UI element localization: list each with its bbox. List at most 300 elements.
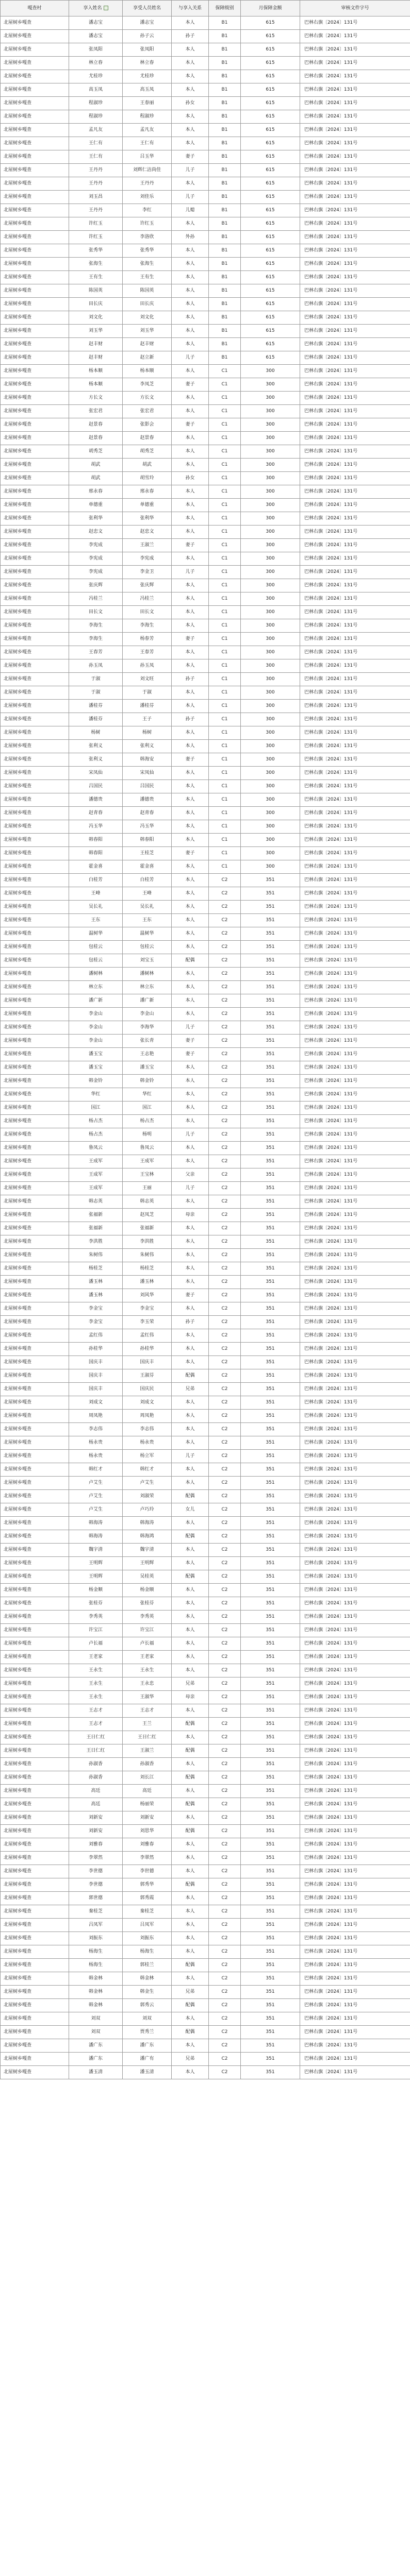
cell-amount[interactable]: 351	[241, 1664, 300, 1677]
cell-head-name[interactable]: 王丹丹	[69, 204, 123, 217]
cell-amount[interactable]: 351	[241, 1919, 300, 1932]
cell-relation[interactable]: 本人	[172, 941, 209, 954]
cell-level[interactable]: C2	[209, 2012, 241, 2026]
cell-village[interactable]: 北屋树乡嘎查	[1, 284, 69, 298]
cell-village[interactable]: 北屋树乡嘎查	[1, 1195, 69, 1209]
cell-head-name[interactable]: 胡武	[69, 459, 123, 472]
cell-amount[interactable]: 351	[241, 1517, 300, 1530]
cell-file-no[interactable]: 巴林右旗〔2024〕131号	[300, 1718, 410, 1731]
cell-head-name[interactable]: 杨占杰	[69, 1115, 123, 1128]
cell-file-no[interactable]: 巴林右旗〔2024〕131号	[300, 1249, 410, 1262]
cell-level[interactable]: B1	[209, 191, 241, 204]
cell-relation[interactable]: 妻子	[172, 418, 209, 432]
cell-amount[interactable]: 300	[241, 646, 300, 659]
cell-relation[interactable]: 本人	[172, 2039, 209, 2053]
cell-village[interactable]: 北屋树乡嘎查	[1, 1356, 69, 1369]
cell-amount[interactable]: 615	[241, 271, 300, 284]
cell-village[interactable]: 北屋树乡嘎查	[1, 2039, 69, 2053]
cell-level[interactable]: C2	[209, 1410, 241, 1423]
cell-level[interactable]: C2	[209, 1905, 241, 1919]
cell-relation[interactable]: 本人	[172, 700, 209, 713]
cell-amount[interactable]: 300	[241, 619, 300, 633]
cell-amount[interactable]: 300	[241, 445, 300, 459]
cell-relation[interactable]: 本人	[172, 459, 209, 472]
cell-file-no[interactable]: 巴林右旗〔2024〕131号	[300, 1838, 410, 1852]
cell-level[interactable]: C2	[209, 1785, 241, 1798]
cell-level[interactable]: C2	[209, 2039, 241, 2053]
cell-beneficiary[interactable]: 王志才	[123, 1704, 172, 1718]
cell-level[interactable]: C2	[209, 1718, 241, 1731]
cell-level[interactable]: C2	[209, 1182, 241, 1195]
cell-file-no[interactable]: 巴林右旗〔2024〕131号	[300, 847, 410, 860]
cell-amount[interactable]: 351	[241, 1798, 300, 1811]
cell-level[interactable]: C2	[209, 1731, 241, 1744]
cell-amount[interactable]: 351	[241, 1021, 300, 1035]
cell-amount[interactable]: 300	[241, 820, 300, 834]
cell-head-name[interactable]: 潘广东	[69, 2039, 123, 2053]
cell-relation[interactable]: 本人	[172, 1155, 209, 1168]
cell-village[interactable]: 北屋树乡嘎查	[1, 418, 69, 432]
cell-head-name[interactable]: 王老家	[69, 1651, 123, 1664]
cell-file-no[interactable]: 巴林右旗〔2024〕131号	[300, 713, 410, 726]
cell-village[interactable]: 北屋树乡嘎查	[1, 258, 69, 271]
cell-amount[interactable]: 351	[241, 1410, 300, 1423]
cell-level[interactable]: B1	[209, 258, 241, 271]
cell-head-name[interactable]: 胡武	[69, 472, 123, 485]
cell-relation[interactable]: 本人	[172, 1584, 209, 1597]
cell-file-no[interactable]: 巴林右旗〔2024〕131号	[300, 1878, 410, 1892]
cell-head-name[interactable]: 杨本顺	[69, 378, 123, 392]
cell-amount[interactable]: 300	[241, 552, 300, 566]
cell-amount[interactable]: 351	[241, 954, 300, 968]
cell-level[interactable]: C2	[209, 1155, 241, 1168]
cell-relation[interactable]: 本人	[172, 994, 209, 1008]
cell-head-name[interactable]: 杨桂芝	[69, 1262, 123, 1276]
cell-beneficiary[interactable]: 李玉荣	[123, 1316, 172, 1329]
cell-amount[interactable]: 615	[241, 83, 300, 97]
cell-beneficiary[interactable]: 潘玉宝	[123, 1061, 172, 1075]
cell-village[interactable]: 北屋树乡嘎查	[1, 392, 69, 405]
cell-level[interactable]: C2	[209, 1329, 241, 1343]
cell-village[interactable]: 北屋树乡嘎查	[1, 271, 69, 284]
cell-file-no[interactable]: 巴林右旗〔2024〕131号	[300, 927, 410, 941]
cell-head-name[interactable]: 方长文	[69, 392, 123, 405]
cell-relation[interactable]: 本人	[172, 659, 209, 673]
cell-file-no[interactable]: 巴林右旗〔2024〕131号	[300, 1584, 410, 1597]
cell-level[interactable]: C1	[209, 539, 241, 552]
cell-beneficiary[interactable]: 张影会	[123, 418, 172, 432]
cell-village[interactable]: 北屋树乡嘎查	[1, 901, 69, 914]
cell-head-name[interactable]: 李金山	[69, 1021, 123, 1035]
cell-level[interactable]: C1	[209, 499, 241, 512]
cell-level[interactable]: C1	[209, 646, 241, 659]
cell-file-no[interactable]: 巴林右旗〔2024〕131号	[300, 124, 410, 137]
cell-amount[interactable]: 300	[241, 418, 300, 432]
cell-head-name[interactable]: 孟凡友	[69, 124, 123, 137]
cell-village[interactable]: 北屋树乡嘎查	[1, 1517, 69, 1530]
cell-amount[interactable]: 351	[241, 1008, 300, 1021]
cell-level[interactable]: C1	[209, 445, 241, 459]
cell-relation[interactable]: 本人	[172, 1852, 209, 1865]
cell-level[interactable]: C2	[209, 1061, 241, 1075]
cell-village[interactable]: 北屋树乡嘎查	[1, 1410, 69, 1423]
cell-head-name[interactable]: 王成军	[69, 1182, 123, 1195]
cell-relation[interactable]: 妻子	[172, 753, 209, 767]
cell-beneficiary[interactable]: 李海生	[123, 619, 172, 633]
cell-file-no[interactable]: 巴林右旗〔2024〕131号	[300, 150, 410, 164]
cell-head-name[interactable]: 冯桂兰	[69, 592, 123, 606]
cell-file-no[interactable]: 巴林右旗〔2024〕131号	[300, 1356, 410, 1369]
cell-head-name[interactable]: 秦桂芝	[69, 1905, 123, 1919]
cell-file-no[interactable]: 巴林右旗〔2024〕131号	[300, 499, 410, 512]
cell-head-name[interactable]: 刘雅春	[69, 1838, 123, 1852]
cell-amount[interactable]: 300	[241, 378, 300, 392]
cell-level[interactable]: C2	[209, 1892, 241, 1905]
cell-relation[interactable]: 本人	[172, 2066, 209, 2079]
cell-village[interactable]: 北屋树乡嘎查	[1, 1771, 69, 1785]
cell-village[interactable]: 北屋树乡嘎查	[1, 485, 69, 499]
cell-beneficiary[interactable]: 赵青春	[123, 807, 172, 820]
cell-amount[interactable]: 351	[241, 1115, 300, 1128]
cell-amount[interactable]: 351	[241, 2066, 300, 2079]
cell-village[interactable]: 北屋树乡嘎查	[1, 1182, 69, 1195]
cell-beneficiary[interactable]: 王永生	[123, 1664, 172, 1677]
cell-village[interactable]: 北屋树乡嘎查	[1, 552, 69, 566]
cell-village[interactable]: 北屋树乡嘎查	[1, 311, 69, 325]
cell-beneficiary[interactable]: 韩海涛	[123, 1517, 172, 1530]
cell-beneficiary[interactable]: 张海生	[123, 258, 172, 271]
cell-amount[interactable]: 351	[241, 1584, 300, 1597]
cell-village[interactable]: 北屋树乡嘎查	[1, 1691, 69, 1704]
cell-head-name[interactable]: 张利义	[69, 753, 123, 767]
cell-head-name[interactable]: 王永生	[69, 1664, 123, 1677]
cell-level[interactable]: C2	[209, 994, 241, 1008]
cell-relation[interactable]: 母亲	[172, 1209, 209, 1222]
cell-relation[interactable]: 儿子	[172, 191, 209, 204]
cell-head-name[interactable]: 孟红伟	[69, 1329, 123, 1343]
cell-amount[interactable]: 615	[241, 150, 300, 164]
cell-amount[interactable]: 351	[241, 941, 300, 954]
cell-relation[interactable]: 本人	[172, 258, 209, 271]
cell-beneficiary[interactable]: 张凤阳	[123, 43, 172, 57]
cell-village[interactable]: 北屋树乡嘎查	[1, 378, 69, 392]
cell-amount[interactable]: 300	[241, 485, 300, 499]
cell-head-name[interactable]: 李秀英	[69, 1611, 123, 1624]
cell-level[interactable]: C2	[209, 1637, 241, 1651]
cell-village[interactable]: 北屋树乡嘎查	[1, 365, 69, 378]
cell-head-name[interactable]: 王明辉	[69, 1557, 123, 1570]
cell-beneficiary[interactable]: 郭秀霞	[123, 1892, 172, 1905]
cell-amount[interactable]: 351	[241, 1088, 300, 1101]
cell-village[interactable]: 北屋树乡嘎查	[1, 860, 69, 874]
cell-beneficiary[interactable]: 王子	[123, 713, 172, 726]
cell-level[interactable]: C1	[209, 860, 241, 874]
cell-file-no[interactable]: 巴林右旗〔2024〕131号	[300, 1075, 410, 1088]
cell-beneficiary[interactable]: 刘长江	[123, 1771, 172, 1785]
cell-beneficiary[interactable]: 李金卫	[123, 566, 172, 579]
cell-head-name[interactable]: 韩金林	[69, 1972, 123, 1986]
cell-file-no[interactable]: 巴林右旗〔2024〕131号	[300, 284, 410, 298]
cell-level[interactable]: C2	[209, 1477, 241, 1490]
cell-beneficiary[interactable]: 刘佳乐	[123, 191, 172, 204]
cell-village[interactable]: 北屋树乡嘎查	[1, 217, 69, 231]
cell-village[interactable]: 北屋树乡嘎查	[1, 1209, 69, 1222]
cell-village[interactable]: 北屋树乡嘎查	[1, 1557, 69, 1570]
cell-beneficiary[interactable]: 方长文	[123, 392, 172, 405]
cell-amount[interactable]: 300	[241, 592, 300, 606]
cell-head-name[interactable]: 许红玉	[69, 231, 123, 244]
cell-head-name[interactable]: 卢长福	[69, 1637, 123, 1651]
cell-village[interactable]: 北屋树乡嘎查	[1, 1597, 69, 1611]
cell-level[interactable]: B1	[209, 351, 241, 365]
cell-level[interactable]: C1	[209, 673, 241, 686]
cell-level[interactable]: C2	[209, 1597, 241, 1611]
cell-beneficiary[interactable]: 包桂云	[123, 941, 172, 954]
cell-village[interactable]: 北屋树乡嘎查	[1, 1664, 69, 1677]
cell-file-no[interactable]: 巴林右旗〔2024〕131号	[300, 338, 410, 351]
cell-village[interactable]: 北屋树乡嘎查	[1, 941, 69, 954]
cell-level[interactable]: C1	[209, 472, 241, 485]
cell-beneficiary[interactable]: 韩红才	[123, 1463, 172, 1477]
cell-head-name[interactable]: 孙玉凤	[69, 659, 123, 673]
cell-village[interactable]: 北屋树乡嘎查	[1, 1530, 69, 1544]
cell-head-name[interactable]: 杨永贵	[69, 1450, 123, 1463]
cell-relation[interactable]: 本人	[172, 1517, 209, 1530]
cell-level[interactable]: B1	[209, 217, 241, 231]
cell-relation[interactable]: 本人	[172, 1651, 209, 1664]
cell-file-no[interactable]: 巴林右旗〔2024〕131号	[300, 70, 410, 83]
cell-village[interactable]: 北屋树乡嘎查	[1, 767, 69, 780]
cell-amount[interactable]: 300	[241, 780, 300, 793]
cell-village[interactable]: 北屋树乡嘎查	[1, 646, 69, 659]
cell-head-name[interactable]: 郭世德	[69, 1892, 123, 1905]
cell-relation[interactable]: 本人	[172, 1235, 209, 1249]
cell-level[interactable]: C2	[209, 1651, 241, 1664]
cell-amount[interactable]: 351	[241, 1061, 300, 1075]
cell-level[interactable]: C2	[209, 1490, 241, 1503]
cell-amount[interactable]: 351	[241, 1209, 300, 1222]
cell-head-name[interactable]: 潘玉清	[69, 2066, 123, 2079]
cell-file-no[interactable]: 巴林右旗〔2024〕131号	[300, 1182, 410, 1195]
cell-level[interactable]: C2	[209, 1611, 241, 1624]
cell-beneficiary[interactable]: 郭秀云	[123, 1999, 172, 2012]
cell-relation[interactable]: 本人	[172, 57, 209, 70]
cell-head-name[interactable]: 孙桂华	[69, 1343, 123, 1356]
cell-level[interactable]: C2	[209, 981, 241, 994]
cell-head-name[interactable]: 王成军	[69, 1168, 123, 1182]
cell-head-name[interactable]: 李洪胜	[69, 1235, 123, 1249]
cell-amount[interactable]: 351	[241, 2053, 300, 2066]
cell-beneficiary[interactable]: 韩志英	[123, 1195, 172, 1209]
cell-level[interactable]: C2	[209, 1691, 241, 1704]
cell-amount[interactable]: 615	[241, 258, 300, 271]
cell-beneficiary[interactable]: 张长青	[123, 1035, 172, 1048]
cell-amount[interactable]: 351	[241, 1570, 300, 1584]
cell-relation[interactable]: 本人	[172, 1436, 209, 1450]
cell-level[interactable]: C2	[209, 1008, 241, 1021]
cell-head-name[interactable]: 杨永贵	[69, 1436, 123, 1450]
cell-beneficiary[interactable]: 刘双	[123, 2012, 172, 2026]
cell-head-name[interactable]: 赵忠文	[69, 526, 123, 539]
cell-relation[interactable]: 本人	[172, 512, 209, 526]
cell-file-no[interactable]: 巴林右旗〔2024〕131号	[300, 968, 410, 981]
cell-beneficiary[interactable]: 王丽	[123, 1182, 172, 1195]
cell-village[interactable]: 北屋树乡嘎查	[1, 1316, 69, 1329]
cell-beneficiary[interactable]: 潘广新	[123, 994, 172, 1008]
cell-file-no[interactable]: 巴林右旗〔2024〕131号	[300, 874, 410, 887]
cell-beneficiary[interactable]: 李凤芝	[123, 378, 172, 392]
cell-beneficiary[interactable]: 王淑芬	[123, 1369, 172, 1383]
cell-amount[interactable]: 615	[241, 124, 300, 137]
cell-amount[interactable]: 351	[241, 1758, 300, 1771]
cell-level[interactable]: C1	[209, 566, 241, 579]
cell-file-no[interactable]: 巴林右旗〔2024〕131号	[300, 1744, 410, 1758]
cell-amount[interactable]: 300	[241, 432, 300, 445]
cell-file-no[interactable]: 巴林右旗〔2024〕131号	[300, 1785, 410, 1798]
cell-village[interactable]: 北屋树乡嘎查	[1, 57, 69, 70]
cell-amount[interactable]: 300	[241, 686, 300, 700]
cell-relation[interactable]: 母亲	[172, 1691, 209, 1704]
cell-village[interactable]: 北屋树乡嘎查	[1, 298, 69, 311]
cell-level[interactable]: B1	[209, 30, 241, 43]
cell-village[interactable]: 北屋树乡嘎查	[1, 2053, 69, 2066]
cell-head-name[interactable]: 高玉凤	[69, 83, 123, 97]
cell-file-no[interactable]: 巴林右旗〔2024〕131号	[300, 1490, 410, 1503]
cell-level[interactable]: C2	[209, 1168, 241, 1182]
cell-village[interactable]: 北屋树乡嘎查	[1, 1021, 69, 1035]
cell-amount[interactable]: 351	[241, 1811, 300, 1825]
cell-head-name[interactable]: 宋凤仙	[69, 767, 123, 780]
cell-file-no[interactable]: 巴林右旗〔2024〕131号	[300, 1450, 410, 1463]
cell-relation[interactable]: 本人	[172, 43, 209, 57]
cell-file-no[interactable]: 巴林右旗〔2024〕131号	[300, 83, 410, 97]
cell-relation[interactable]: 本人	[172, 874, 209, 887]
cell-level[interactable]: C2	[209, 1570, 241, 1584]
cell-beneficiary[interactable]: 王淑兰	[123, 539, 172, 552]
cell-level[interactable]: C2	[209, 1249, 241, 1262]
cell-village[interactable]: 北屋树乡嘎查	[1, 686, 69, 700]
cell-beneficiary[interactable]: 刘成文	[123, 1396, 172, 1410]
cell-village[interactable]: 北屋树乡嘎查	[1, 110, 69, 124]
cell-file-no[interactable]: 巴林右旗〔2024〕131号	[300, 137, 410, 150]
cell-file-no[interactable]: 巴林右旗〔2024〕131号	[300, 2066, 410, 2079]
cell-beneficiary[interactable]: 杨树	[123, 726, 172, 740]
cell-amount[interactable]: 351	[241, 1477, 300, 1490]
cell-amount[interactable]: 300	[241, 767, 300, 780]
cell-level[interactable]: B1	[209, 177, 241, 191]
cell-relation[interactable]: 孙女	[172, 97, 209, 110]
cell-beneficiary[interactable]: 王桂芝	[123, 847, 172, 860]
cell-beneficiary[interactable]: 尤桂珍	[123, 70, 172, 83]
cell-village[interactable]: 北屋树乡嘎查	[1, 1959, 69, 1972]
cell-relation[interactable]: 儿子	[172, 164, 209, 177]
cell-village[interactable]: 北屋树乡嘎查	[1, 16, 69, 30]
cell-file-no[interactable]: 巴林右旗〔2024〕131号	[300, 298, 410, 311]
cell-head-name[interactable]: 许宝江	[69, 1624, 123, 1637]
cell-beneficiary[interactable]: 刘淑荣	[123, 1490, 172, 1503]
cell-level[interactable]: C2	[209, 1436, 241, 1450]
cell-file-no[interactable]: 巴林右旗〔2024〕131号	[300, 1302, 410, 1316]
cell-file-no[interactable]: 巴林右旗〔2024〕131号	[300, 753, 410, 767]
cell-relation[interactable]: 本人	[172, 70, 209, 83]
cell-beneficiary[interactable]: 王春丽	[123, 97, 172, 110]
cell-file-no[interactable]: 巴林右旗〔2024〕131号	[300, 1530, 410, 1544]
cell-relation[interactable]: 配偶	[172, 2026, 209, 2039]
cell-file-no[interactable]: 巴林右旗〔2024〕131号	[300, 1852, 410, 1865]
cell-relation[interactable]: 本人	[172, 901, 209, 914]
cell-beneficiary[interactable]: 周凤艳	[123, 1410, 172, 1423]
cell-amount[interactable]: 351	[241, 1035, 300, 1048]
cell-relation[interactable]: 本人	[172, 1115, 209, 1128]
cell-amount[interactable]: 615	[241, 97, 300, 110]
cell-head-name[interactable]: 王志才	[69, 1718, 123, 1731]
cell-file-no[interactable]: 巴林右旗〔2024〕131号	[300, 606, 410, 619]
cell-head-name[interactable]: 潘志宝	[69, 16, 123, 30]
cell-beneficiary[interactable]: 张福新	[123, 1222, 172, 1235]
cell-amount[interactable]: 351	[241, 1182, 300, 1195]
cell-file-no[interactable]: 巴林右旗〔2024〕131号	[300, 485, 410, 499]
cell-beneficiary[interactable]: 李洪胜	[123, 1235, 172, 1249]
cell-relation[interactable]: 本人	[172, 1477, 209, 1490]
cell-level[interactable]: C2	[209, 1035, 241, 1048]
cell-village[interactable]: 北屋树乡嘎查	[1, 2026, 69, 2039]
cell-amount[interactable]: 351	[241, 1651, 300, 1664]
cell-level[interactable]: C2	[209, 1744, 241, 1758]
cell-beneficiary[interactable]: 杨本顺	[123, 365, 172, 378]
cell-relation[interactable]: 本人	[172, 780, 209, 793]
cell-beneficiary[interactable]: 杨海生	[123, 1945, 172, 1959]
cell-file-no[interactable]: 巴林右旗〔2024〕131号	[300, 1865, 410, 1878]
cell-beneficiary[interactable]: 单德重	[123, 499, 172, 512]
cell-beneficiary[interactable]: 国庆丰	[123, 1356, 172, 1369]
cell-beneficiary[interactable]: 孙淑香	[123, 1758, 172, 1771]
cell-amount[interactable]: 300	[241, 834, 300, 847]
cell-level[interactable]: C1	[209, 740, 241, 753]
cell-level[interactable]: C2	[209, 887, 241, 901]
cell-amount[interactable]: 351	[241, 1222, 300, 1235]
cell-level[interactable]: C2	[209, 1450, 241, 1463]
cell-relation[interactable]: 配偶	[172, 1718, 209, 1731]
cell-village[interactable]: 北屋树乡嘎查	[1, 1035, 69, 1048]
cell-head-name[interactable]: 赵丰财	[69, 338, 123, 351]
cell-amount[interactable]: 300	[241, 472, 300, 485]
cell-level[interactable]: B1	[209, 204, 241, 217]
cell-head-name[interactable]: 刘振东	[69, 1932, 123, 1945]
cell-level[interactable]: C2	[209, 1088, 241, 1101]
cell-file-no[interactable]: 巴林右旗〔2024〕131号	[300, 552, 410, 566]
cell-beneficiary[interactable]: 邢永春	[123, 485, 172, 499]
cell-beneficiary[interactable]: 刘振东	[123, 1932, 172, 1945]
cell-village[interactable]: 北屋树乡嘎查	[1, 753, 69, 767]
cell-level[interactable]: C1	[209, 392, 241, 405]
cell-head-name[interactable]: 鲁凤云	[69, 1142, 123, 1155]
cell-relation[interactable]: 本人	[172, 284, 209, 298]
cell-relation[interactable]: 本人	[172, 1142, 209, 1155]
cell-level[interactable]: C1	[209, 606, 241, 619]
cell-level[interactable]: C2	[209, 1289, 241, 1302]
cell-level[interactable]: B1	[209, 110, 241, 124]
cell-file-no[interactable]: 巴林右旗〔2024〕131号	[300, 1771, 410, 1785]
cell-village[interactable]: 北屋树乡嘎查	[1, 204, 69, 217]
cell-beneficiary[interactable]: 杨立军	[123, 1450, 172, 1463]
cell-relation[interactable]: 本人	[172, 726, 209, 740]
cell-file-no[interactable]: 巴林右旗〔2024〕131号	[300, 378, 410, 392]
cell-file-no[interactable]: 巴林右旗〔2024〕131号	[300, 1423, 410, 1436]
cell-relation[interactable]: 配偶	[172, 1878, 209, 1892]
cell-village[interactable]: 北屋树乡嘎查	[1, 351, 69, 365]
cell-level[interactable]: C2	[209, 1343, 241, 1356]
cell-village[interactable]: 北屋树乡嘎查	[1, 1048, 69, 1061]
